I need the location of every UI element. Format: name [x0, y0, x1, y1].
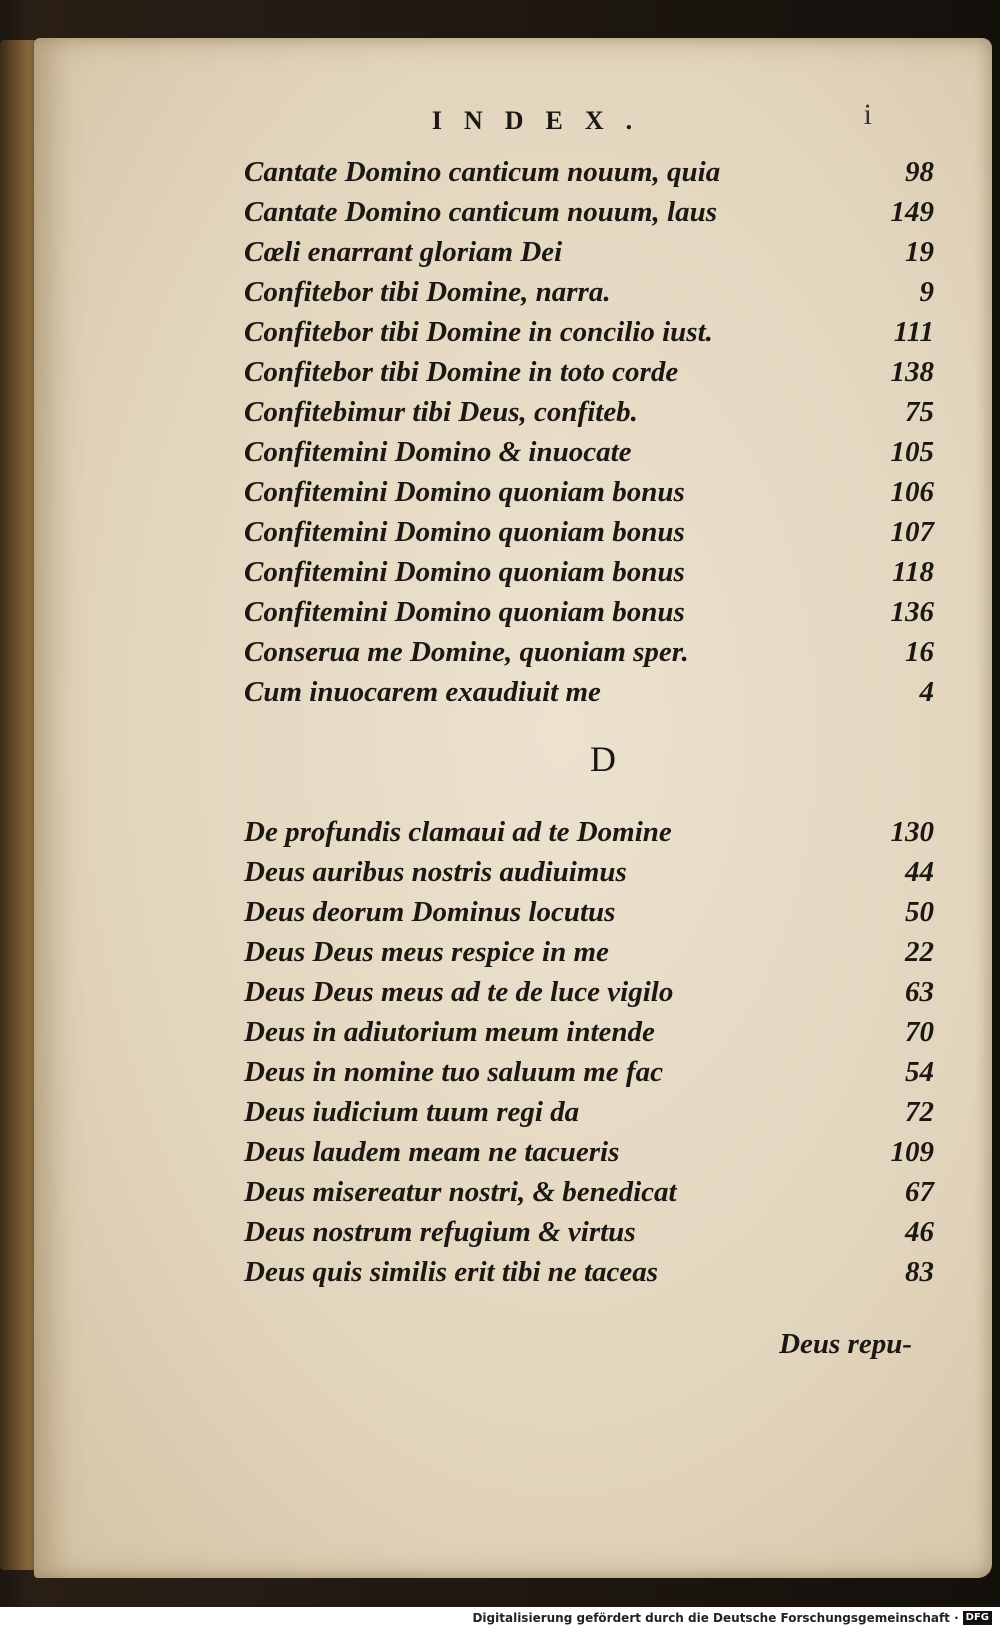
index-entry — [244, 636, 934, 676]
index-entry — [244, 936, 934, 976]
entry-title: De profundis clamaui ad te Domine — [244, 816, 672, 848]
entry-number: 72 — [905, 1096, 934, 1128]
entry-title: Deus in adiutorium meum intende — [244, 1016, 655, 1048]
entry-title: Confitebor tibi Domine, narra. — [244, 276, 611, 308]
index-entry — [244, 516, 934, 556]
entry-number: 46 — [905, 1216, 934, 1248]
index-entry — [244, 676, 934, 716]
entry-number: 107 — [890, 516, 934, 548]
entry-title: Confitemini Domino quoniam bonus — [244, 516, 685, 548]
entry-number: 106 — [890, 476, 934, 508]
index-entry — [244, 1256, 934, 1296]
entry-number: 16 — [905, 636, 934, 668]
index-entry — [244, 856, 934, 896]
entry-number: 105 — [890, 436, 934, 468]
entry-title: Cantate Domino canticum nouum, laus — [244, 196, 717, 228]
entry-number: 54 — [905, 1056, 934, 1088]
footer-credit-text: Digitalisierung gefördert durch die Deutsche Forschungsgemeinschaft · — [472, 1611, 959, 1625]
index-entry — [244, 356, 934, 396]
index-entry — [244, 316, 934, 356]
entry-title: Cœli enarrant gloriam Dei — [244, 236, 563, 268]
entry-number: 136 — [890, 596, 934, 628]
index-entry — [244, 156, 934, 196]
index-entry — [244, 1136, 934, 1176]
entry-number: 138 — [890, 356, 934, 388]
entry-title: Deus deorum Dominus locutus — [244, 896, 616, 928]
dfg-logo: DFG — [963, 1611, 992, 1625]
entry-title: Confitebor tibi Domine in toto corde — [244, 356, 679, 388]
entry-number: 109 — [890, 1136, 934, 1168]
entry-title: Deus in nomine tuo saluum me fac — [244, 1056, 663, 1088]
entry-number: 63 — [905, 976, 934, 1008]
entry-title: Deus iudicium tuum regi da — [244, 1096, 580, 1128]
entry-title: Deus Deus meus ad te de luce vigilo — [244, 976, 674, 1008]
index-section-d — [244, 816, 934, 1296]
index-entry — [244, 476, 934, 516]
entry-number: 9 — [919, 276, 934, 308]
entry-title: Deus nostrum refugium & virtus — [244, 1216, 636, 1248]
digitization-footer — [0, 1607, 1000, 1629]
entry-number: 98 — [905, 156, 934, 188]
entry-number: 111 — [893, 316, 934, 348]
index-entry — [244, 816, 934, 856]
index-section-c — [244, 156, 934, 716]
entry-title: Deus Deus meus respice in me — [244, 936, 609, 968]
index-entry — [244, 556, 934, 596]
catchword: Deus repu- — [779, 1328, 912, 1360]
page-header: INDEX. — [431, 106, 655, 135]
index-entry — [244, 896, 934, 936]
entry-number: 118 — [892, 556, 934, 588]
entry-title: Conserua me Domine, quoniam sper. — [244, 636, 689, 668]
index-entry — [244, 976, 934, 1016]
book-page — [34, 38, 992, 1578]
entry-number: 130 — [890, 816, 934, 848]
entry-number: 50 — [905, 896, 934, 928]
entry-title: Cum inuocarem exaudiuit me — [244, 676, 601, 708]
entry-number: 44 — [905, 856, 934, 888]
entry-title: Confitemini Domino quoniam bonus — [244, 476, 685, 508]
entry-title: Confitemini Domino quoniam bonus — [244, 596, 685, 628]
entry-number: 67 — [905, 1176, 934, 1208]
entry-number: 4 — [919, 676, 934, 708]
index-entry — [244, 1016, 934, 1056]
entry-title: Confitebor tibi Domine in concilio iust. — [244, 316, 713, 348]
entry-number: 149 — [890, 196, 934, 228]
entry-number: 22 — [905, 936, 934, 968]
index-entry — [244, 1096, 934, 1136]
index-entry — [244, 1216, 934, 1256]
entry-number: 70 — [905, 1016, 934, 1048]
index-entry — [244, 276, 934, 316]
entry-number: 19 — [905, 236, 934, 268]
entry-number: 83 — [905, 1256, 934, 1288]
entry-title: Cantate Domino canticum nouum, quia — [244, 156, 721, 188]
index-entry — [244, 1176, 934, 1216]
index-entry — [244, 236, 934, 276]
index-entry — [244, 436, 934, 476]
entry-title: Confitebimur tibi Deus, confiteb. — [244, 396, 638, 428]
index-entry — [244, 196, 934, 236]
entry-title: Confitemini Domino & inuocate — [244, 436, 632, 468]
index-entry — [244, 596, 934, 636]
entry-title: Confitemini Domino quoniam bonus — [244, 556, 685, 588]
index-entry — [244, 1056, 934, 1096]
entry-number: 75 — [905, 396, 934, 428]
entry-title: Deus misereatur nostri, & benedicat — [244, 1176, 677, 1208]
section-letter-d: D — [590, 739, 616, 779]
entry-title: Deus quis similis erit tibi ne taceas — [244, 1256, 659, 1288]
entry-title: Deus laudem meam ne tacueris — [244, 1136, 620, 1168]
page-mark: i — [863, 98, 872, 131]
index-entry — [244, 396, 934, 436]
entry-title: Deus auribus nostris audiuimus — [244, 856, 627, 888]
